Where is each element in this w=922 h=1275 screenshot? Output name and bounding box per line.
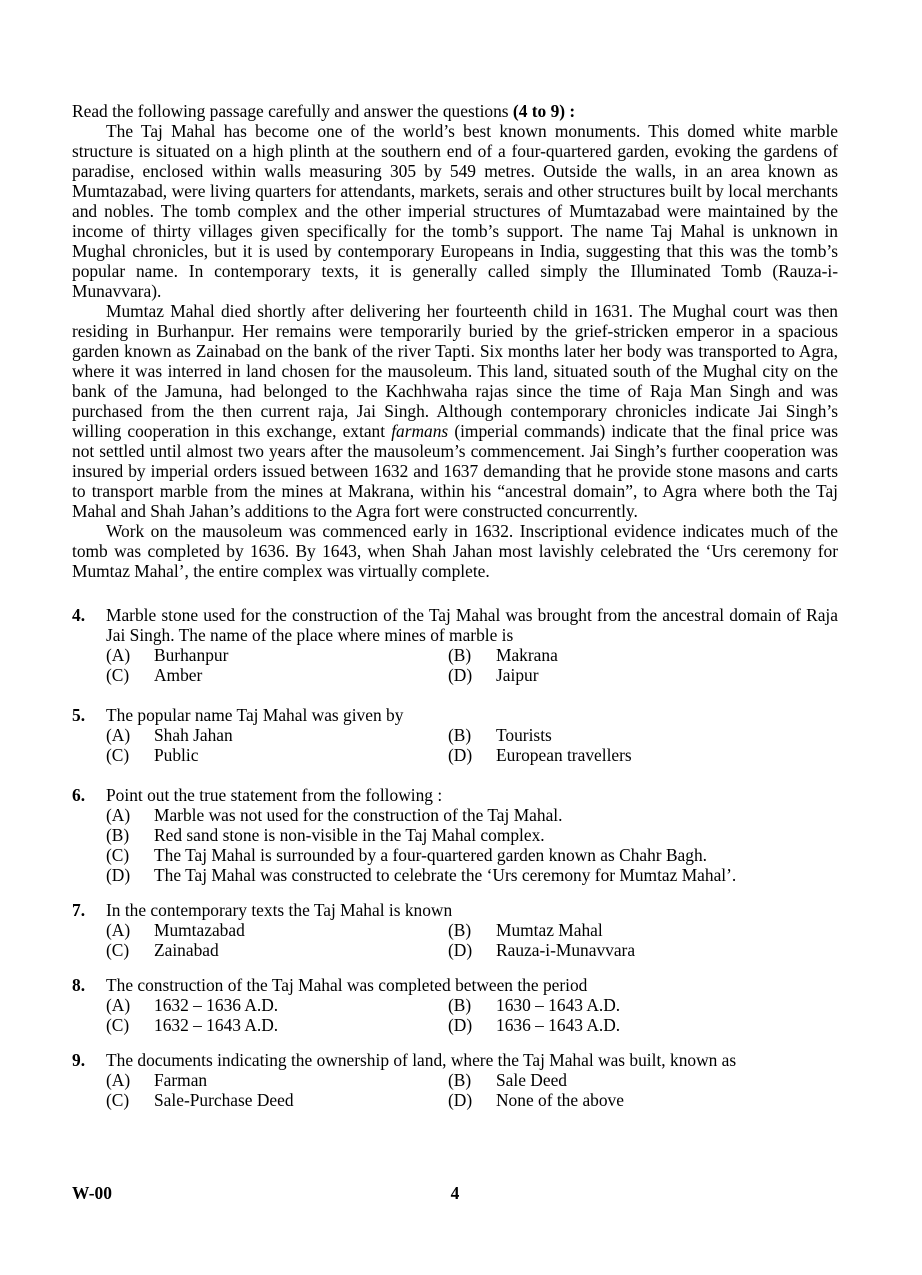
option-label: (A): [106, 645, 131, 665]
option-text: The Taj Mahal was constructed to celebrate the ‘Urs ceremony for Mumtaz Mahal’.: [154, 865, 737, 885]
question-5: [72, 705, 838, 765]
option-text: Amber: [154, 665, 203, 685]
question-range: (4 to 9) :: [512, 101, 576, 121]
option-d[interactable]: [448, 745, 838, 765]
options: [106, 805, 838, 885]
question-6: [72, 785, 838, 885]
question-text: The construction of the Taj Mahal was completed between the period: [106, 975, 588, 995]
passage-paragraph-1: The Taj Mahal has become one of the world’s best known monuments. This domed white marble structure is situated on a high plinth at the southern end of a four-quartered garden, evoking the gardens of paradise, enclosed within walls measuring 305 by 549 metres. Outside the walls, in an area known as Mumtazabad, were living quarters for attendants, markets, serais and other structures built by local merchants and nobles. The tomb complex and the other imperial structures of Mumtazabad were maintained by the income of thirty villages given specifically for the tomb’s support. The name Taj Mahal is unknown in Mughal chronicles, but it is used by contemporary Europeans in India, suggesting that this was the tomb’s popular name. In contemporary texts, it is generally called simply the Illuminated Tomb (Rauza-i-Munavvara).: [72, 121, 838, 301]
option-text: Mumtazabad: [154, 920, 245, 940]
option-text: 1632 – 1636 A.D.: [154, 995, 279, 1015]
option-label: (A): [106, 725, 131, 745]
passage-paragraph-2: [72, 301, 838, 521]
question-text: The popular name Taj Mahal was given by: [106, 705, 404, 725]
option-text: Makrana: [496, 645, 558, 665]
option-text: 1632 – 1643 A.D.: [154, 1015, 279, 1035]
p2-text-before: Mumtaz Mahal died shortly after delivering her fourteenth child in 1631. The Mughal court was then residing in Burhanpur. Her remains were temporarily buried by the grief-stricken emperor in a spacious garden known as Zainabad on the bank of the river Tapti. Six months later her body was transported to Agra, where it was interred in land chosen for the mausoleum. This land, situated south of the Mughal city on the bank of the Jamuna, had belonged to the Kachhwaha rajas since the time of Raja Man Singh and was purchased from the then current raja, Jai Singh. Although contemporary chronicles indicate Jai Singh’s willing cooperation in this exchange, extant: [72, 301, 838, 441]
option-text: 1636 – 1643 A.D.: [496, 1015, 621, 1035]
option-text: Zainabad: [154, 940, 219, 960]
option-b[interactable]: [448, 1070, 838, 1090]
option-c[interactable]: [106, 940, 448, 960]
option-text: None of the above: [496, 1090, 624, 1110]
option-text: 1630 – 1643 A.D.: [496, 995, 621, 1015]
option-text: The Taj Mahal is surrounded by a four-quartered garden known as Chahr Bagh.: [154, 845, 708, 865]
option-label: (C): [106, 1090, 130, 1110]
option-text: Public: [154, 745, 199, 765]
question-7: [72, 900, 838, 960]
options: [106, 1070, 838, 1110]
option-text: European travellers: [496, 745, 632, 765]
question-text: The documents indicating the ownership of land, where the Taj Mahal was built, known as: [106, 1050, 737, 1070]
passage-paragraph-3: Work on the mausoleum was commenced early in 1632. Inscriptional evidence indicates much of the tomb was completed by 1636. By 1643, when Shah Jahan most lavishly celebrated the ‘Urs ceremony for Mumtaz Mahal’, the entire complex was virtually complete.: [72, 521, 838, 581]
option-text: Mumtaz Mahal: [496, 920, 603, 940]
option-text: Sale-Purchase Deed: [154, 1090, 294, 1110]
option-label: (A): [106, 920, 131, 940]
paper-code: W-00: [72, 1183, 112, 1203]
option-b[interactable]: [448, 920, 838, 940]
option-label: (B): [106, 825, 130, 845]
option-label: (D): [448, 1090, 473, 1110]
option-label: (A): [106, 1070, 131, 1090]
option-c[interactable]: [106, 745, 448, 765]
option-label: (B): [448, 995, 472, 1015]
options: [106, 920, 838, 960]
option-d[interactable]: [448, 1015, 838, 1035]
option-text: Tourists: [496, 725, 552, 745]
option-text: Marble was not used for the construction of the Taj Mahal.: [154, 805, 563, 825]
option-a[interactable]: [106, 995, 448, 1015]
question-list: [72, 605, 838, 1110]
option-d[interactable]: [448, 665, 838, 685]
option-c[interactable]: [106, 845, 838, 865]
option-label: (D): [106, 865, 131, 885]
option-label: (A): [106, 805, 131, 825]
option-label: (C): [106, 1015, 130, 1035]
option-a[interactable]: [106, 725, 448, 745]
options: [106, 725, 838, 765]
question-number: 5.: [72, 705, 86, 725]
option-label: (D): [448, 940, 473, 960]
options: [106, 645, 838, 685]
option-b[interactable]: [448, 725, 838, 745]
option-a[interactable]: [106, 1070, 448, 1090]
option-label: (D): [448, 745, 473, 765]
option-label: (C): [106, 665, 130, 685]
option-b[interactable]: [106, 825, 838, 845]
option-d[interactable]: [448, 940, 838, 960]
question-number: 6.: [72, 785, 86, 805]
option-text: Farman: [154, 1070, 208, 1090]
option-c[interactable]: [106, 1090, 448, 1110]
option-label: (A): [106, 995, 131, 1015]
p2-text-after: (imperial commands) indicate that the final price was not settled until almost two years after the mausoleum’s commencement. Jai Singh’s further cooperation was insured by imperial orders issued between 1632 and 1637 demanding that he provide stone masons and carts to transport marble from the mines at Makrana, within his “ancestral domain”, to Agra where both the Taj Mahal and Shah Jahan’s additions to the Agra fort were constructed concurrently.: [72, 421, 838, 521]
option-label: (B): [448, 920, 472, 940]
page-number: 4: [450, 1183, 460, 1203]
question-text: Marble stone used for the construction of the Taj Mahal was brought from the ancestral domain of Raja Jai Singh. The name of the place where mines of marble is: [106, 605, 838, 645]
question-8: [72, 975, 838, 1035]
question-number: 8.: [72, 975, 86, 995]
reading-passage: [72, 121, 838, 581]
question-text: Point out the true statement from the following :: [106, 785, 443, 805]
instruction: [72, 101, 838, 121]
option-text: Burhanpur: [154, 645, 229, 665]
question-9: [72, 1050, 838, 1110]
instruction-text: Read the following passage carefully and answer the questions: [72, 101, 513, 121]
option-c[interactable]: [106, 1015, 448, 1035]
question-number: 4.: [72, 605, 86, 625]
option-label: (B): [448, 725, 472, 745]
option-text: Sale Deed: [496, 1070, 567, 1090]
option-c[interactable]: [106, 665, 448, 685]
option-a[interactable]: [106, 920, 448, 940]
option-label: (C): [106, 940, 130, 960]
options: [106, 995, 838, 1035]
question-number: 9.: [72, 1050, 86, 1070]
question-page: [72, 101, 838, 1110]
option-text: Jaipur: [496, 665, 539, 685]
farmans-term: farmans: [391, 421, 449, 441]
option-label: (C): [106, 745, 130, 765]
option-label: (C): [106, 845, 130, 865]
question-number: 7.: [72, 900, 86, 920]
question-4: [72, 605, 838, 685]
option-text: Red sand stone is non-visible in the Taj Mahal complex.: [154, 825, 545, 845]
option-d[interactable]: [106, 865, 838, 885]
option-text: Shah Jahan: [154, 725, 233, 745]
option-label: (B): [448, 645, 472, 665]
option-b[interactable]: [448, 645, 838, 665]
question-text: In the contemporary texts the Taj Mahal is known: [106, 900, 453, 920]
option-label: (B): [448, 1070, 472, 1090]
option-text: Rauza-i-Munavvara: [496, 940, 636, 960]
option-label: (D): [448, 1015, 473, 1035]
option-a[interactable]: [106, 645, 448, 665]
option-label: (D): [448, 665, 473, 685]
option-a[interactable]: [106, 805, 838, 825]
option-d[interactable]: [448, 1090, 838, 1110]
option-b[interactable]: [448, 995, 838, 1015]
